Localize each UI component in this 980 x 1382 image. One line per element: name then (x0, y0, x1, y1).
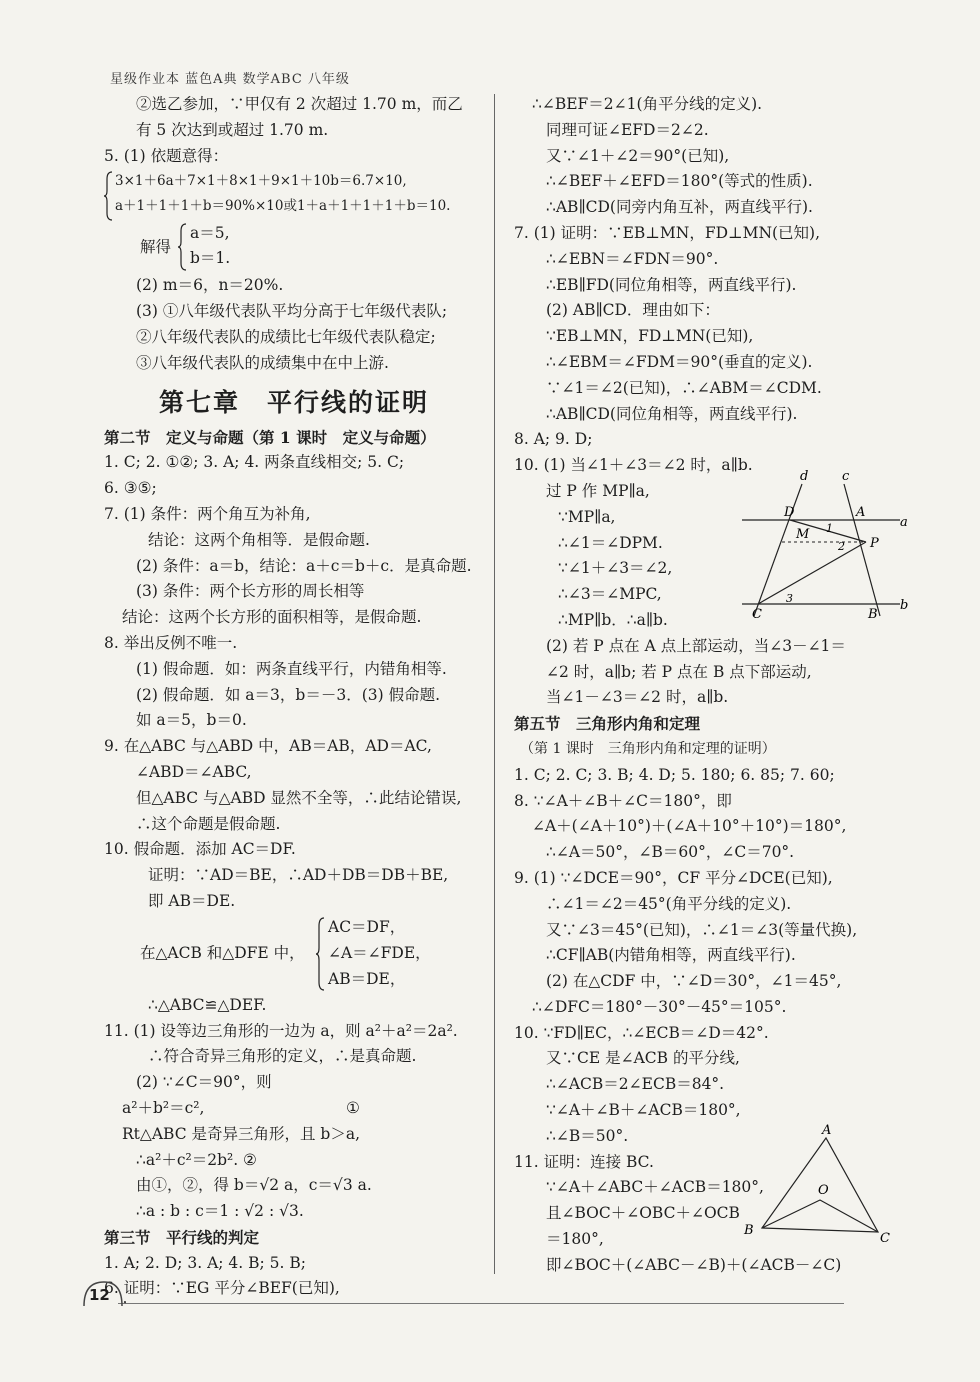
text-line: ∴EB∥FD(同位角相等，两直线平行). (546, 275, 797, 294)
segment-CP (758, 542, 866, 604)
text-line: (2) m＝6，n＝20%. (136, 276, 284, 295)
text-line: 6. ③⑤; (104, 479, 157, 498)
text-line: ∴a²＋c²＝2b². ② (136, 1150, 257, 1169)
text-line: ∴CF∥AB(内错角相等，两直线平行). (546, 946, 796, 965)
text-line: ∠ABD＝∠ABC, (136, 762, 252, 781)
chapter-title: 第七章 平行线的证明 (158, 387, 429, 417)
text-line: ∴∠BEF＝2∠1(角平分线的定义). (532, 95, 763, 113)
circle-mark: ① (346, 1098, 360, 1117)
label-A: A (822, 1123, 832, 1138)
text-line: 且∠BOC＋∠OBC＋∠OCB (546, 1204, 740, 1223)
text-line: 又∵∠1＋∠2＝90°(已知), (546, 146, 730, 165)
text-line: 11. 证明：连接 BC. (514, 1152, 654, 1171)
text-line: 1. C; 2. ①②; 3. A; 4. 两条直线相交; 5. C; (104, 453, 405, 472)
label-a: a (900, 515, 908, 530)
text-line: 10. (1) 当∠1＋∠3＝∠2 时，a∥b. (514, 456, 753, 475)
text-line: ∴∠A＝50°，∠B＝60°，∠C＝70°. (546, 843, 795, 862)
text-line (104, 1096, 484, 1122)
label-M: M (796, 527, 810, 542)
text-line: 又∵∠3＝45°(已知)，∴∠1＝∠3(等量代换), (546, 920, 858, 939)
text-line: 7. (1) 条件：两个角互为补角, (104, 504, 311, 523)
label-d: d (800, 470, 809, 484)
label-c: c (842, 470, 850, 484)
angle-3-label: 3 (786, 592, 793, 605)
label-D: D (784, 505, 795, 520)
congruence-system (104, 915, 484, 993)
condition-3: AB＝DE， (328, 969, 406, 988)
text-line: (2) 若 P 点在 A 点上部运动，当∠3－∠1＝ (546, 636, 846, 655)
text-line: ∴a : b : c＝1 : √2 : √3. (136, 1202, 304, 1221)
text-line: 6. 证明：∵EG 平分∠BEF(已知), (104, 1279, 340, 1298)
angle-2-label: 2 (838, 540, 845, 553)
equation-system (104, 169, 484, 221)
text-line: 如 a＝5，b＝0. (136, 711, 247, 730)
text-line: ∴这个命题是假命题. (136, 814, 281, 833)
text-line: 10. 假命题．添加 AC＝DF. (104, 840, 296, 859)
text-line: 11. (1) 设等边三角形的一边为 a，则 a²＋a²＝2a². (104, 1021, 458, 1040)
text-line: 8. 举出反例不唯一. (104, 633, 238, 652)
left-column (104, 92, 484, 1302)
text-line: ∠2 时，a∥b; 若 P 点在 B 点下部运动, (546, 662, 812, 681)
text-line: (2) 假命题．如 a＝3，b＝－3．(3) 假命题. (136, 685, 441, 704)
text-line: 7. (1) 证明：∵EB⊥MN，FD⊥MN(已知), (514, 223, 821, 242)
text-line: ∠A＋(∠A＋10°)＋(∠A＋10°＋10°)＝180°, (532, 817, 847, 836)
solve-label: 解得 (140, 238, 172, 257)
text-line: ∴∠B＝50°. (546, 1126, 629, 1145)
text-line: ∵∠1＝∠2(已知)，∴∠ABM＝∠CDM. (546, 378, 822, 397)
text-line: ③八年级代表队的成绩集中在中上游. (136, 353, 389, 372)
text-line: ∴∠BEF＋∠EFD＝180°(等式的性质). (546, 172, 813, 191)
brace-icon (316, 917, 326, 991)
text-line: ∴符合奇异三角形的定义，∴是真命题. (148, 1047, 417, 1066)
text-line: ∴AB∥CD(同旁内角互补，两直线平行). (546, 198, 813, 217)
text-line: ∴∠ACB＝2∠ECB＝84°. (546, 1075, 725, 1094)
text-line: 9. 在△ABC 与△ABD 中，AB＝AB，AD＝AC, (104, 737, 432, 756)
section-heading: 第二节 定义与命题（第 1 课时 定义与命题） (104, 427, 436, 447)
text-line: Rt△ABC 是奇异三角形，且 b＞a, (122, 1124, 360, 1143)
triangle-figure (742, 1120, 892, 1250)
solution-b: b＝1. (190, 249, 231, 268)
text-line: ∵EB⊥MN，FD⊥MN(已知), (546, 327, 754, 346)
text-line: 1. A; 2. D; 3. A; 4. B; 5. B; (104, 1253, 306, 1272)
text-line: (2) 条件：a＝b，结论：a＋c＝b＋c．是真命题. (136, 556, 472, 575)
text-line: (3) ①八年级代表队平均分高于七年级代表队; (136, 302, 448, 321)
text-line: ∵MP∥a, (558, 507, 616, 526)
right-column (514, 92, 894, 1279)
condition-1: AC＝DF， (328, 917, 406, 936)
column-divider (494, 94, 495, 1274)
brace-icon (104, 171, 114, 221)
text-line: (3) 条件：两个长方形的周长相等 (136, 582, 365, 601)
text-line: 有 5 次达到或超过 1.70 m. (136, 120, 329, 139)
running-header: 星级作业本 蓝色A典 数学ABC 八年级 (110, 72, 350, 87)
section-subheading: （第 1 课时 三角形内角和定理的证明） (520, 740, 776, 757)
text-line: ＝180°, (546, 1230, 604, 1249)
text-line: 8. A; 9. D; (514, 430, 593, 449)
label-B: B (744, 1223, 754, 1238)
footer-rule (118, 1303, 844, 1304)
label-C: C (880, 1231, 890, 1246)
label-P: P (870, 536, 879, 551)
question-5: 5. (1) 依题意得： (104, 146, 229, 165)
text-line: 又∵CE 是∠ACB 的平分线, (546, 1049, 740, 1068)
section-heading: 第三节 平行线的判定 (104, 1227, 260, 1247)
text-line: (2) ∵∠C＝90°，则 (136, 1073, 272, 1092)
angle-BOC (762, 1200, 878, 1232)
text-line: ∴AB∥CD(同位角相等，两直线平行). (546, 404, 798, 423)
text-line: 即∠BOC＋(∠ABC－∠B)＋(∠ACB－∠C) (546, 1255, 842, 1274)
text-line: ∵∠A＋∠ABC＋∠ACB＝180°, (546, 1178, 764, 1197)
text-line: ②八年级代表队的成绩比七年级代表队稳定; (136, 327, 436, 346)
label-B: B (868, 607, 878, 622)
text-line: ∴MP∥b．∴a∥b. (558, 610, 668, 629)
system-eq-1: 3×1＋6a＋7×1＋8×1＋9×1＋10b＝6.7×10, (115, 173, 407, 190)
text-line: (2) AB∥CD．理由如下： (546, 301, 720, 320)
text-line: (1) 假命题．如：两条直线平行，内错角相等. (136, 659, 447, 678)
text-line: 结论：这两个长方形的面积相等，是假命题. (122, 608, 422, 627)
text-line: 过 P 作 MP∥a, (546, 481, 650, 500)
text-line: 当∠1－∠3＝∠2 时，a∥b. (546, 688, 729, 707)
text-line: 即 AB＝DE. (148, 891, 236, 910)
angle-1-label: 1 (826, 522, 833, 535)
text-line: 8. ∵∠A＋∠B＋∠C＝180°，即 (514, 791, 732, 810)
section-heading: 第五节 三角形内角和定理 (514, 714, 701, 734)
text-line: ∴∠1＝∠DPM. (558, 533, 663, 552)
solution-system (104, 221, 484, 273)
text-line: ∴∠DFC＝180°－30°－45°＝105°. (532, 997, 787, 1016)
label-b: b (900, 598, 909, 613)
label-O: O (818, 1183, 829, 1198)
condition-2: ∠A＝∠FDE， (328, 943, 431, 962)
system-eq-2: a＋1＋1＋1＋b＝90%×10或1＋a＋1＋1＋1＋b＝10. (115, 198, 451, 215)
text-line: ∴∠EBM＝∠FDM＝90°(垂直的定义). (546, 352, 813, 371)
text-line: 由①，②，得 b＝√2 a，c＝√3 a. (136, 1176, 372, 1195)
text-line: 1. C; 2. C; 3. B; 4. D; 5. 180; 6. 85; 7. 60; (514, 765, 835, 784)
text-line: 同理可证∠EFD＝2∠2. (546, 120, 709, 139)
text-line: ∴∠1＝∠2＝45°(角平分线的定义). (546, 894, 792, 913)
text-line: ∴△ABC≌△DEF. (148, 995, 267, 1014)
text-line: 证明：∵AD＝BE，∴AD＋DB＝DB＋BE, (148, 866, 449, 885)
page-number: 12 (89, 1286, 110, 1304)
line-d (754, 484, 802, 616)
text-line: (2) 在△CDF 中，∵∠D＝30°，∠1＝45°, (546, 972, 842, 991)
label-A: A (856, 505, 866, 520)
text-line: ②选乙参加，∵甲仅有 2 次超过 1.70 m，而乙 (136, 95, 463, 113)
text-line: 10. ∵FD∥EC，∴∠ECB＝∠D＝42°. (514, 1023, 769, 1042)
text-line: ∴∠EBN＝∠FDN＝90°. (546, 249, 719, 268)
text-line: 在△ACB 和△DFE 中， (140, 943, 305, 962)
text-line: ∵∠A＋∠B＋∠ACB＝180°, (546, 1101, 741, 1120)
brace-icon (178, 223, 188, 271)
text-line: ∴∠3＝∠MPC, (558, 585, 662, 604)
text-line: ∵∠1＋∠3＝∠2, (558, 559, 673, 578)
page-number-badge (80, 1278, 126, 1310)
text-line: 结论：这两个角相等．是假命题. (148, 530, 370, 549)
solution-a: a＝5, (190, 224, 230, 243)
text-line: 9. (1) ∵∠DCE＝90°，CF 平分∠DCE(已知), (514, 868, 833, 887)
text-line: 但△ABC 与△ABD 显然不全等，∴此结论错误, (136, 788, 462, 807)
label-C: C (752, 607, 762, 622)
parallel-lines-figure (740, 470, 910, 630)
equation: a²＋b²＝c², (122, 1098, 205, 1117)
